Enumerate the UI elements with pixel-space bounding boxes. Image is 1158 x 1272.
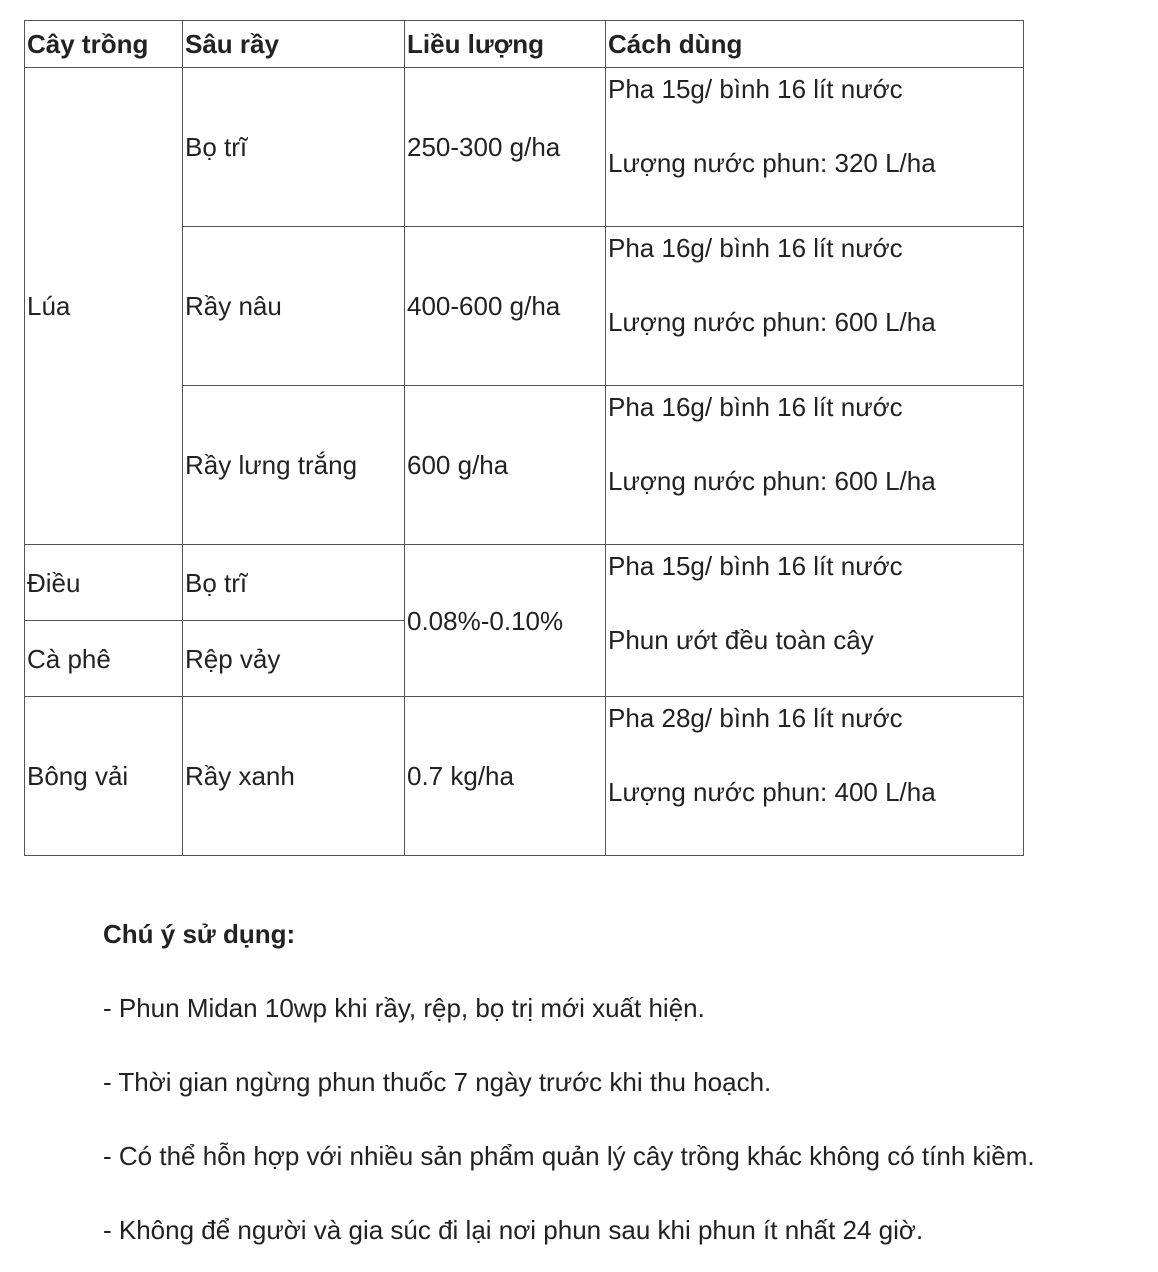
- usage-water: Lượng nước phun: 320 L/ha: [608, 148, 936, 178]
- dosage-cell: 600 g/ha: [405, 386, 606, 545]
- header-pest: Sâu rầy: [183, 21, 405, 68]
- usage-cell: [606, 68, 1024, 227]
- table-row: [25, 697, 1024, 856]
- dosage-cell: 0.08%-0.10%: [405, 545, 606, 697]
- usage-mix: Pha 15g/ bình 16 lít nước: [608, 74, 903, 104]
- table-row: [25, 545, 1024, 621]
- pest-cell: Rầy xanh: [183, 697, 405, 856]
- header-dosage: Liều lượng: [405, 21, 606, 68]
- usage-mix: Pha 15g/ bình 16 lít nước: [608, 551, 903, 581]
- usage-method: Phun ướt đều toàn cây: [608, 625, 874, 655]
- usage-water: Lượng nước phun: 600 L/ha: [608, 307, 936, 337]
- crop-cell: Cà phê: [25, 621, 183, 697]
- usage-mix: Pha 16g/ bình 16 lít nước: [608, 392, 903, 422]
- usage-cell: [606, 697, 1024, 856]
- usage-water: Lượng nước phun: 400 L/ha: [608, 777, 936, 807]
- header-crop: Cây trồng: [25, 21, 183, 68]
- usage-notes: [103, 913, 1035, 1251]
- crop-cell: Điều: [25, 545, 183, 621]
- dosage-table: [24, 20, 1024, 856]
- usage-mix: Pha 28g/ bình 16 lít nước: [608, 703, 903, 733]
- note-item: - Thời gian ngừng phun thuốc 7 ngày trước khi thu hoạch.: [103, 1067, 772, 1097]
- pest-cell: Bọ trĩ: [183, 68, 405, 227]
- usage-cell: [606, 545, 1024, 697]
- table-header-row: [25, 21, 1024, 68]
- usage-mix: Pha 16g/ bình 16 lít nước: [608, 233, 903, 263]
- note-item: - Phun Midan 10wp khi rầy, rệp, bọ trị mới xuất hiện.: [103, 993, 705, 1023]
- note-item: - Không để người và gia súc đi lại nơi phun sau khi phun ít nhất 24 giờ.: [103, 1215, 924, 1245]
- pest-cell: Rệp vảy: [183, 621, 405, 697]
- pest-cell: Rầy lưng trắng: [183, 386, 405, 545]
- note-item: - Có thể hỗn hợp với nhiều sản phẩm quản lý cây trồng khác không có tính kiềm.: [103, 1141, 1035, 1171]
- dosage-cell: 250-300 g/ha: [405, 68, 606, 227]
- dosage-cell: 0.7 kg/ha: [405, 697, 606, 856]
- table-row: [25, 68, 1024, 227]
- crop-cell: Bông vải: [25, 697, 183, 856]
- pest-cell: Rầy nâu: [183, 227, 405, 386]
- header-usage: Cách dùng: [606, 21, 1024, 68]
- pest-cell: Bọ trĩ: [183, 545, 405, 621]
- usage-water: Lượng nước phun: 600 L/ha: [608, 466, 936, 496]
- crop-cell: Lúa: [25, 68, 183, 545]
- dosage-cell: 400-600 g/ha: [405, 227, 606, 386]
- notes-title: Chú ý sử dụng:: [103, 919, 296, 949]
- usage-cell: [606, 227, 1024, 386]
- usage-cell: [606, 386, 1024, 545]
